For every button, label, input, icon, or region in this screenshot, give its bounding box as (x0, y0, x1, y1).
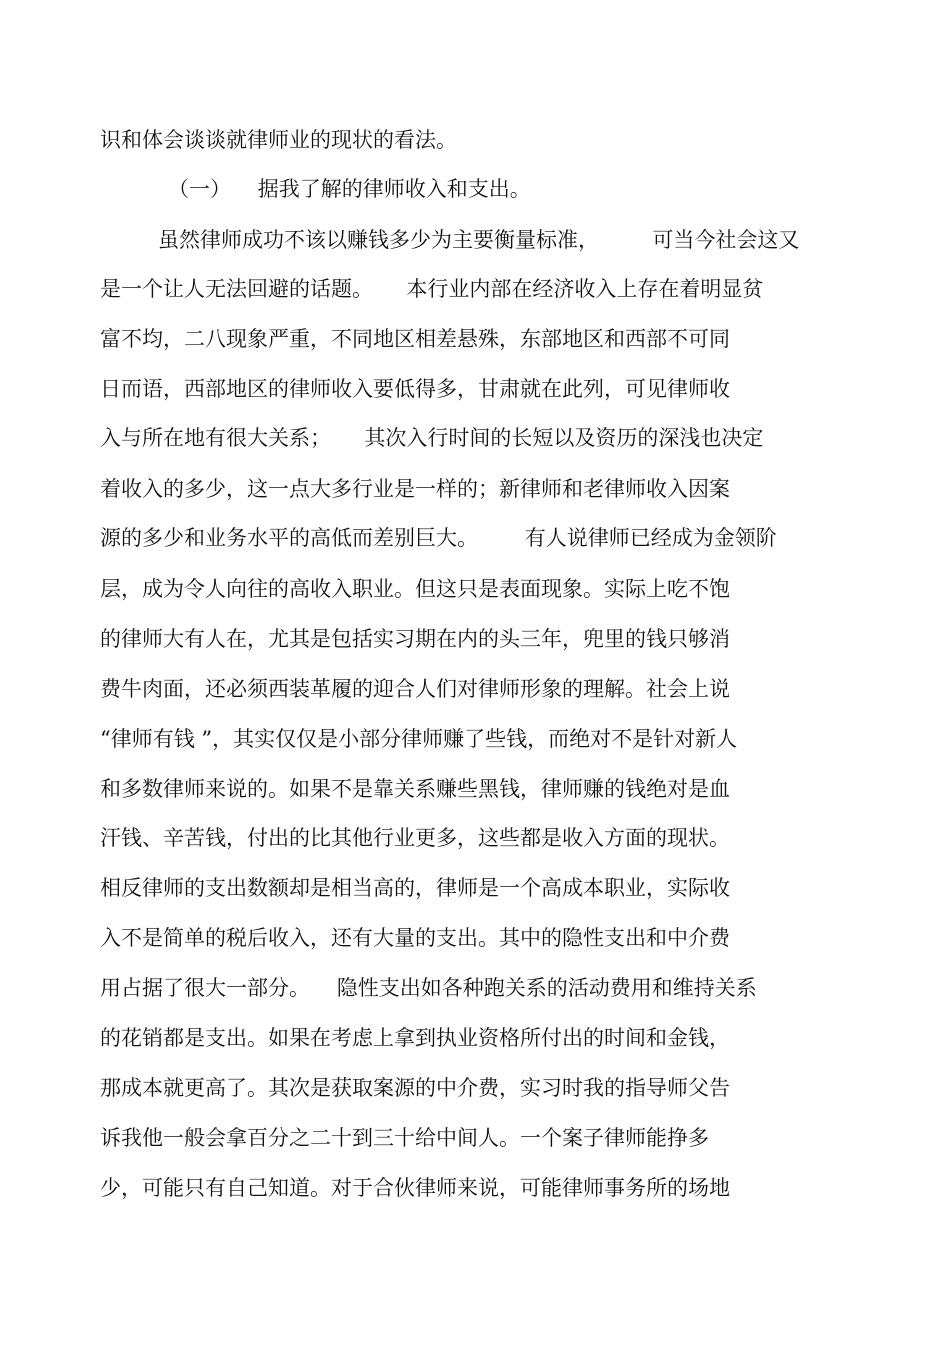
paragraph-line: 入不是简单的税后收入，还有大量的支出。其中的隐性支出和中介费 (100, 926, 730, 950)
paragraph-line: 日而语，西部地区的律师收入要低得多，甘肃就在此列，可见律师收 (100, 377, 730, 401)
paragraph-line: “律师有钱 ”，其实仅仅是小部分律师赚了些钱，而绝对不是针对新人 (100, 727, 738, 751)
paragraph-line: 的律师大有人在，尤其是包括实习期在内的头三年，兜里的钱只够消 (100, 627, 730, 651)
paragraph-line: 用占据了很大一部分。 隐性支出如各种跑关系的活动费用和维持关系 (100, 976, 757, 1000)
paragraph-line: 着收入的多少，这一点大多行业是一样的；新律师和老律师收入因案 (100, 477, 730, 501)
paragraph-line: 少，可能只有自己知道。对于合伙律师来说，可能律师事务所的场地 (100, 1176, 730, 1200)
paragraph-line: 的花销都是支出。如果在考虑上拿到执业资格所付出的时间和金钱， (100, 1026, 730, 1050)
paragraph-line: 相反律师的支出数额却是相当高的，律师是一个高成本职业，实际收 (100, 876, 730, 900)
paragraph-line: 汗钱、辛苦钱，付出的比其他行业更多，这些都是收入方面的现状。 (100, 826, 730, 850)
paragraph-line: 富不均，二八现象严重，不同地区相差悬殊，东部地区和西部不可同 (100, 327, 730, 351)
paragraph-line: 和多数律师来说的。如果不是靠关系赚些黑钱，律师赚的钱绝对是血 (100, 777, 730, 801)
paragraph-line: 那成本就更高了。其次是获取案源的中介费，实习时我的指导师父告 (100, 1076, 730, 1100)
paragraph-line: 识和体会谈谈就律师业的现状的看法。 (100, 128, 457, 152)
paragraph-line: 费牛肉面，还必须西装革履的迎合人们对律师形象的理解。社会上说 (100, 677, 730, 701)
paragraph-line: 层，成为令人向往的高收入职业。但这只是表面现象。实际上吃不饱 (100, 577, 730, 601)
paragraph-line: 是一个让人无法回避的话题。 本行业内部在经济收入上存在着明显贫 (100, 277, 764, 301)
paragraph-line: 源的多少和业务水平的高低而差别巨大。 有人说律师已经成为金领阶 (100, 526, 777, 550)
paragraph-line: 诉我他一般会拿百分之二十到三十给中间人。一个案子律师能挣多 (100, 1126, 709, 1150)
section-heading: （一） 据我了解的律师收入和支出。 (168, 177, 531, 201)
paragraph-line: 虽然律师成功不该以赚钱多少为主要衡量标准， 可当今社会这又 (158, 228, 800, 252)
paragraph-line: 入与所在地有很大关系； 其次入行时间的长短以及资历的深浅也决定 (100, 426, 764, 450)
